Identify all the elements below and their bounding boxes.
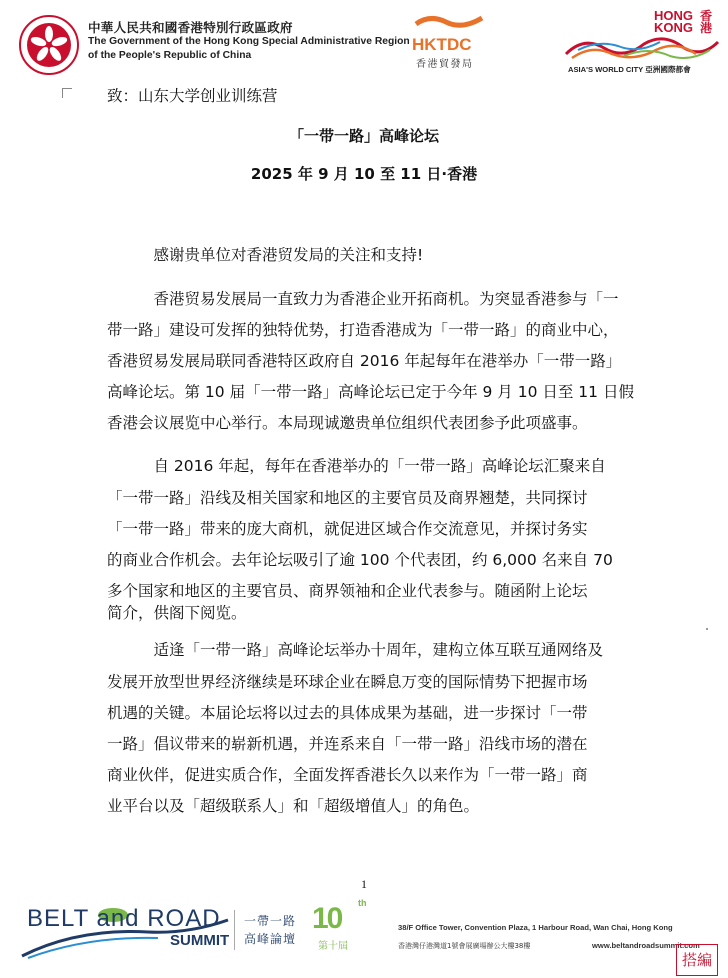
brand-hk-text: HONG KONG bbox=[654, 8, 693, 35]
summit-zh-line2: 高峰論壇 bbox=[244, 932, 297, 946]
hktdc-name-zh: 香港貿發局 bbox=[416, 59, 474, 70]
brand-tagline: ASIA'S WORLD CITY 亞洲國際都會 bbox=[568, 65, 691, 74]
letter-dateline: 2025 年 9 月 10 至 11 日·香港 bbox=[250, 165, 478, 183]
body-line: 业平台以及「超级联系人」和「超级增值人」的角色。 bbox=[107, 797, 480, 815]
hktdc-logo-text: HKTDC bbox=[412, 35, 472, 54]
brand-hk-zh: 香港 bbox=[700, 9, 713, 35]
edition-zh: 第十屆 bbox=[318, 941, 348, 952]
body-line: 感谢贵单位对香港贸发局的关注和支持! bbox=[107, 246, 424, 264]
summit-text: SUMMIT bbox=[170, 932, 230, 949]
body-line: 适逢「一带一路」高峰论坛举办十周年，建构立体互联互通网络及 bbox=[107, 641, 604, 659]
address-zh: 香港灣仔港灣道1號會展廣場辦公大樓38樓 bbox=[398, 942, 531, 950]
salutation: 致：山东大学创业训练营 bbox=[107, 87, 278, 105]
body-line: 香港会议展览中心举行。本局现诚邀贵单位组织代表团参予此项盛事。 bbox=[107, 414, 588, 432]
letter-title: 「一带一路」高峰论坛 bbox=[288, 127, 439, 145]
gov-name-en-line2: of the People's Republic of China bbox=[88, 50, 252, 61]
page-number: 1 bbox=[361, 877, 367, 891]
address-en: 38/F Office Tower, Convention Plaza, 1 Harbour Road, Wan Chai, Hong Kong bbox=[398, 923, 673, 932]
body-line: 香港贸易发展局联同香港特区政府自 2016 年起每年在港举办「一带一路」 bbox=[107, 352, 622, 370]
hksar-emblem-icon bbox=[18, 14, 80, 76]
flying-dragon-icon bbox=[564, 34, 720, 62]
body-line: 机遇的关键。本届论坛将以过去的具体成果为基础，进一步探讨「一带 bbox=[107, 704, 588, 722]
body-line: 带一路」建设可发挥的独特优势，打造香港成为「一带一路」的商业中心， bbox=[107, 321, 619, 339]
body-line: 「一带一路」沿线及相关国家和地区的主要官员及商界翘楚，共同探讨 bbox=[107, 489, 588, 507]
footer-divider bbox=[234, 910, 235, 950]
gov-name-en-line1: The Government of the Hong Kong Special Administrative Region bbox=[88, 36, 410, 47]
body-line: 商业伙伴，促进实质合作，全面发挥香港长久以来作为「一带一路」商 bbox=[107, 766, 588, 784]
summit-zh-line1: 一帶一路 bbox=[244, 914, 297, 928]
body-line: 的商业合作机会。去年论坛吸引了逾 100 个代表团，约 6,000 名来自 70 bbox=[107, 551, 613, 569]
watermark-stamp: 搭編 bbox=[676, 944, 718, 976]
corner-mark bbox=[62, 88, 72, 98]
body-line: 香港贸易发展局一直致力为香港企业开拓商机。为突显香港参与「一 bbox=[107, 290, 619, 308]
hktdc-logo bbox=[410, 14, 488, 68]
body-line: 高峰论坛。第 10 届「一带一路」高峰论坛已定于今年 9 月 10 日至 11 日假 bbox=[107, 383, 634, 401]
edition-number: 10 bbox=[312, 902, 342, 935]
brand-hong-kong-logo bbox=[558, 8, 720, 78]
hktdc-logo-icon bbox=[410, 14, 488, 54]
website-link[interactable]: www.beltandroadsummit.com bbox=[592, 941, 700, 950]
belt-and-road-text: BELT and ROAD bbox=[27, 905, 221, 932]
body-line: 自 2016 年起，每年在香港举办的「一带一路」高峰论坛汇聚来自 bbox=[107, 457, 606, 475]
body-line: 多个国家和地区的主要官员、商界领袖和企业代表参与。随函附上论坛 bbox=[107, 582, 588, 600]
gov-name-zh: 中華人民共和國香港特別行政區政府 bbox=[88, 20, 293, 35]
body-line: 发展开放型世界经济继续是环球企业在瞬息万变的国际情势下把握市场 bbox=[107, 673, 588, 691]
edition-suffix: th bbox=[358, 898, 367, 908]
body-line: 一路」倡议带来的崭新机遇，并连系来自「一带一路」沿线市场的潜在 bbox=[107, 735, 588, 753]
body-line: 简介，供阁下阅览。 bbox=[107, 604, 247, 622]
margin-dot bbox=[706, 628, 708, 630]
body-line: 「一带一路」带来的庞大商机，就促进区域合作交流意见，并探讨务实 bbox=[107, 520, 588, 538]
